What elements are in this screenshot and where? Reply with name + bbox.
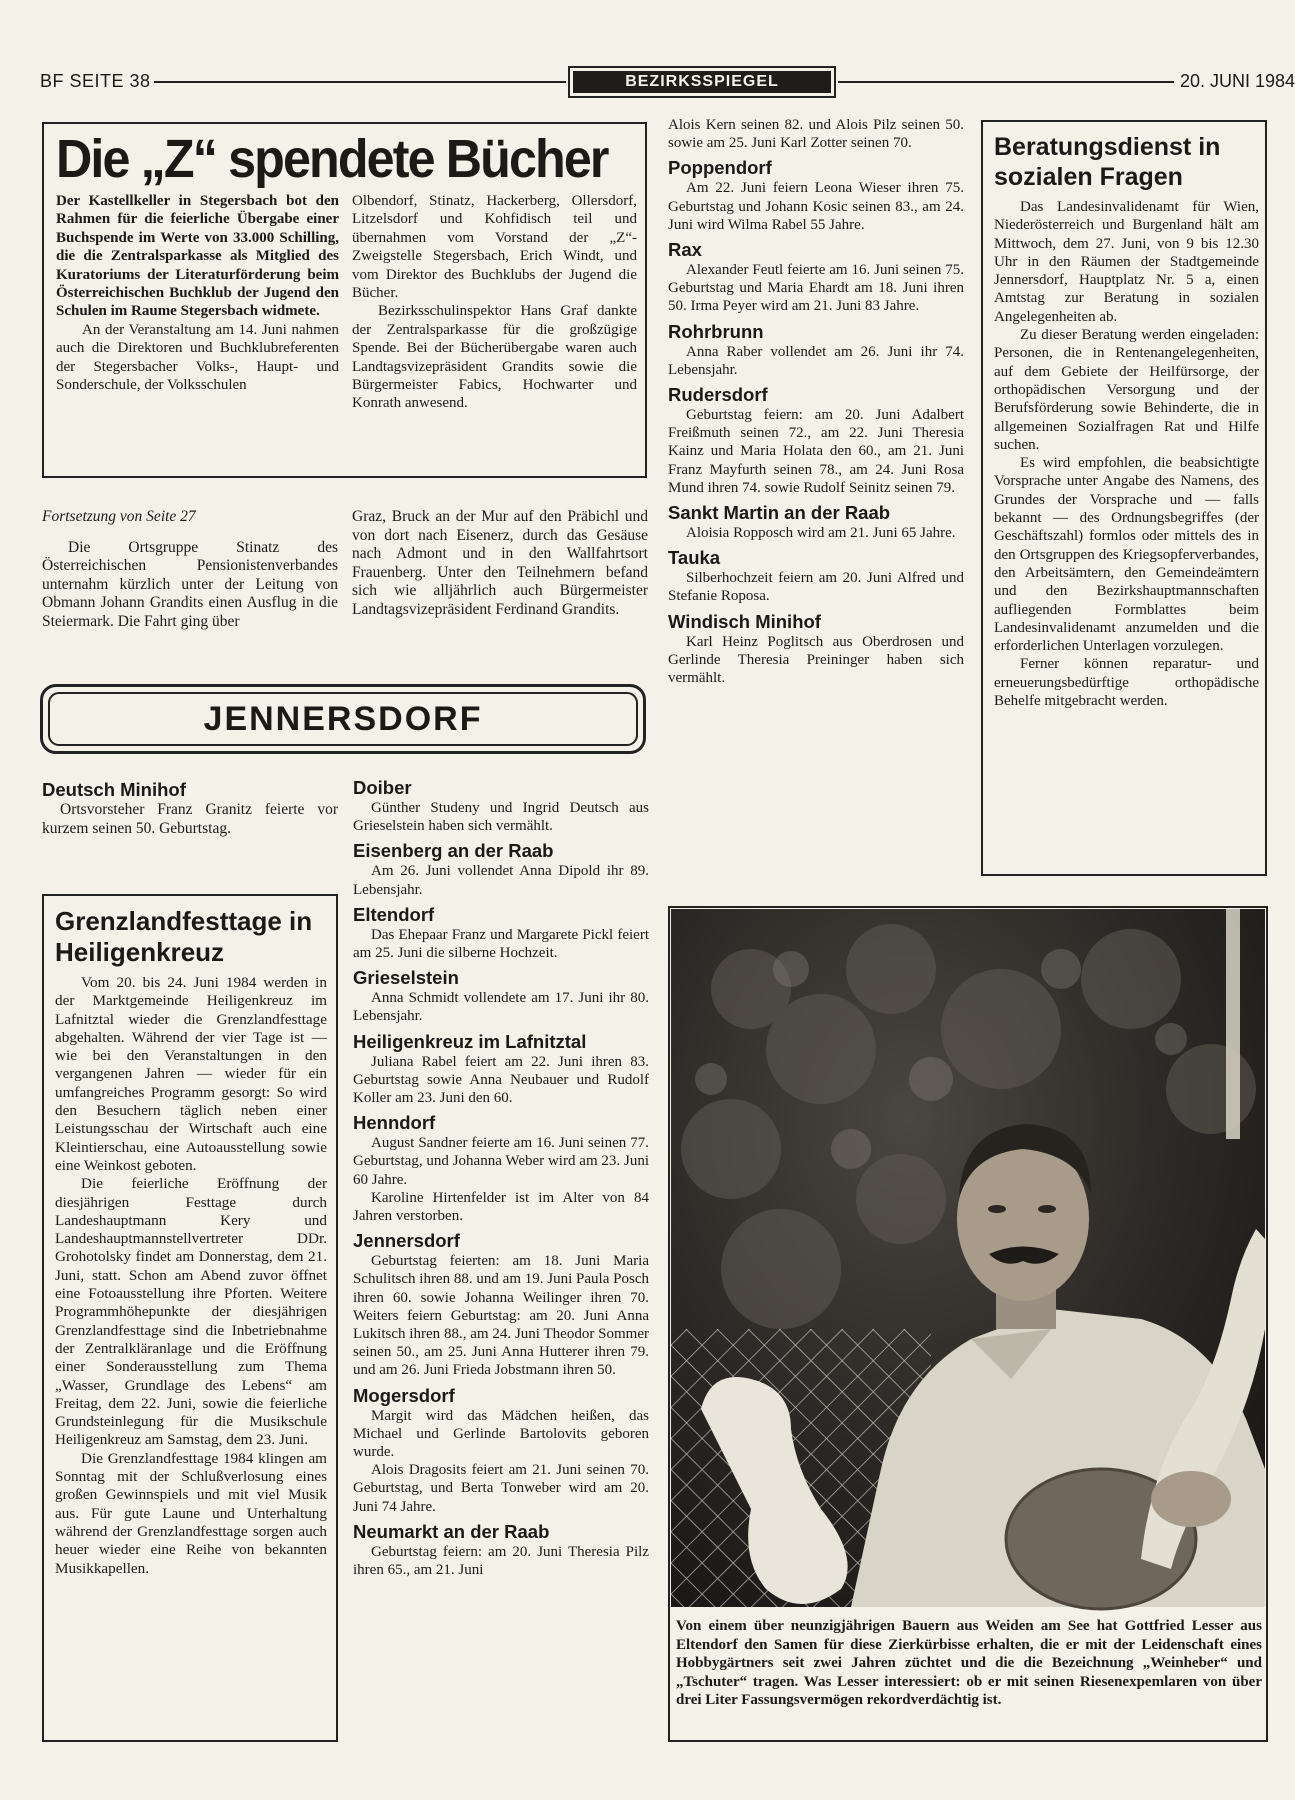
middle-entry-heading: Grieselstein [353,967,459,989]
right-entry-sankt-martin [668,501,964,542]
right-entry-heading: Tauka [668,547,721,569]
beratung-para3: Es wird empfohlen, die beabsichtigte Vorsprache unter Angabe des Namens, des Grundes der Vorsprache und — falls bekannt — des Ordnungsbegriffes (der Geschäftszahl) formlos oder mittels des in den Ortsgruppen des Kriegsopferverbandes, den Arbeitsämtern, den Gemeindeämtern und den Bezirkshauptmannschaften aufliegenden Formblattes beim Landesinvalidenamt anzumelden und die erforderlichen Unterlagen vorzulegen. [994,455,1259,655]
continuation-col1 [42,508,338,632]
continuation-text2: Graz, Bruck an der Mur auf den Präbichl und von dort nach Eisenerz, durch das Gesäuse nach Admont und in den Wallfahrtsort Frauenberg. Unter den Teilnehmern befand sich wie alljährlich auch Bürgermeister Landtagsvizepräsident Ferdinand Grandits. [352,508,648,618]
middle-entry-heading: Henndorf [353,1112,436,1134]
middle-entry-mogersdorf [353,1384,649,1516]
right-entry-poppendorf [668,156,964,234]
beratung-para1: Das Landesinvalidenamt für Wien, Niederösterreich und Burgenland hält am Mittwoch, dem 27. Juni, von 9 bis 12.30 Uhr in den Räumen der Stadtgemeinde Jennersdorf, Hauptplatz Nr. 5 a, einen Amtstag zur Beratung in sozialen Angelegenheiten ab. [994,199,1259,325]
right-entry-heading: Windisch Minihof [668,610,821,632]
continuation-label: Fortsetzung von Seite 27 [42,508,196,525]
article-z-title: Die „Z“ spendete Bücher [56,129,608,189]
page-header [40,68,1295,98]
right-entry-text: Anna Raber vollendet am 26. Juni ihr 74. Lebensjahr. [668,343,964,378]
middle-entry-doiber [353,776,649,835]
middle-entry-eisenberg [353,839,649,898]
grenzland-para2: Die feierliche Eröffnung der diesjährigen Festtage durch Landeshauptmann Kery und Landeshauptmannstellvertreter DDr. Grohotolsky findet am Donnerstag, dem 21. Juni, statt. Schon am Abend zuvor öffnet eine Fotoausstellung ihre Pforten. Weitere Programmhöhepunkte der diesjährigen Grenzlandfesttage sind die Inbetriebnahme der Zentralkläranlage und die Eröffnung einer Sonderausstellung zum Thema „Wasser, Grundlage des Lebens“ am Freitag, dem 22. Juni, sowie die feierliche Grundsteinlegung für die Musikschule Heiligenkreuz am Samstag, dem 23. Juni. [55,1175,327,1449]
middle-entry-heading: Neumarkt an der Raab [353,1520,550,1542]
middle-entry-text-2: Alois Dragosits feiert am 21. Juni seinen 70. Geburtstag, und Berta Tonweber wird am 20. Juni 74 Jahre. [353,1462,649,1515]
middle-entry-text: Günther Studeny und Ingrid Deutsch aus Grieselstein haben sich vermählt. [353,800,649,835]
right-entry-tauka [668,546,964,605]
middle-entry-eltendorf [353,903,649,962]
jennersdorf-banner [40,684,646,754]
middle-entry-henndorf [353,1111,649,1225]
middle-news-column [353,776,649,1579]
article-z-para1: An der Veranstaltung am 14. Juni nahmen auch die Direktoren und Buchklubreferenten der Stegersbacher Volks-, Haupt- und Sonderschule, der Volksschulen [56,321,339,394]
middle-entry-neumarkt [353,1520,649,1579]
beratung-para4: Ferner können reparatur- und erneuerungsbedürftige orthopädische Behelfe mitgebracht werden. [994,656,1259,710]
right-entry-text: Alexander Feutl feierte am 16. Juni seinen 75. Geburtstag und Maria Ehardt am 18. Juni ihren 50. Irma Peyer wird am 21. Juni 83 Jahre. [668,262,964,315]
page-date: 20. JUNI 1984 [1180,71,1295,91]
middle-entry-text: Geburtstag feiern: am 20. Juni Theresia Pilz ihren 65., am 21. Juni [353,1543,649,1579]
middle-entry-text: Am 26. Juni vollendet Anna Dipold ihr 89. Lebensjahr. [353,863,649,898]
right-entry-rax [668,238,964,316]
continuation-text1: Die Ortsgruppe Stinatz des Österreichischen Pensionistenverbandes unternahm kürzlich unter der Leitung von Obmann Johann Grandits einen Ausflug in die Steiermark. Die Fahrt ging über [42,538,338,630]
middle-entry-heading: Jennersdorf [353,1230,460,1252]
middle-entry-text: Geburtstag feierten: am 18. Juni Maria Schulitsch ihren 88. und am 19. Juni Paula Posch ihren 60. sowie Johanna Weilinger ihren 70. Weiters feiern Geburtstag: am 20. Juni Anna Lukitsch ihren 88., am 24. Juni Theodor Sommer seinen 50., am 25. Juni Anna Hutterer ihren 79. und am 26. Juni Frieda Jobstmann ihren 50. [353,1253,649,1379]
photo [671,909,1265,1607]
right-entry-text: Geburtstag feiern: am 20. Juni Adalbert Freißmuth seinen 72., am 22. Juni Theresia Kainz und Maria Holata den 60., am 21. Juni Franz Mayfurth seinen 78., am 24. Juni Rosa Mund ihren 74. sowie Rudolf Seinitz seinen 79. [668,407,964,496]
middle-entry-heading: Eisenberg an der Raab [353,840,554,862]
right-entry-heading: Poppendorf [668,157,772,179]
right-entry-heading: Rohrbrunn [668,320,764,342]
middle-entry-text: Margit wird das Mädchen heißen, das Michael und Gerlinde Bartolovits geboren wurde. [353,1407,649,1461]
right-entry-rohrbrunn [668,320,964,379]
deutsch-minihof-text: Ortsvorsteher Franz Granitz feierte vor kurzem seinen 50. Geburtstag. [42,801,338,837]
middle-entry-heiligenkreuz [353,1030,649,1108]
grenzland-para3: Die Grenzlandfesttage 1984 klingen am Sonntag mit der Schlußverlosung eines großen Gewinnspiels und mit viel Musik aus. Für gute Laune und Unterhaltung während der Grenzlandfesttage sorgen auch heuer wieder eine Reihe von bekannten Musikkapellen. [55,1449,327,1577]
photo-caption-box [676,1617,1262,1710]
photo-image [671,909,1265,1607]
section-label-box [568,66,836,98]
article-z-col1 [56,192,339,394]
page-label: BF SEITE 38 [40,71,151,91]
deutsch-minihof-heading: Deutsch Minihof [42,779,186,800]
middle-entry-text: Juliana Rabel feiert am 22. Juni ihren 83. Geburtstag sowie Anna Neubauer und Rudolf Koller am 23. Juni den 60. [353,1053,649,1107]
right-entry-heading: Rudersdorf [668,384,768,406]
section-label: BEZIRKSSPIEGEL [573,71,831,93]
right-entry-text: Karl Heinz Poglitsch aus Oberdrosen und Gerlinde Theresia Preininger haben sich vermählt. [668,633,964,687]
middle-entry-grieselstein [353,966,649,1025]
right-entry-text: Aloisia Ropposch wird am 21. Juni 65 Jahre. [686,525,956,542]
middle-entry-text: August Sandner feierte am 16. Juni seinen 77. Geburtstag, und Johanna Weber wird am 23. Juni 60 Jahre. [353,1135,649,1188]
grenzland-para1: Vom 20. bis 24. Juni 1984 werden in der Marktgemeinde Heiligenkreuz im Lafnitztal wieder die Grenzlandfesttage abgehalten. Während der vier Tage ist — wie bei den Veranstaltungen in den vergangenen Jahren — wieder für ein umfangreiches Programm gesorgt: So wird den Besuchern täglich neben einer Leistungsschau der Wirtschaft auch eine Kleintierschau, eine Autoausstellung sowie eine Weinkost geboten. [55,974,327,1174]
article-z [56,128,636,190]
right-intro: Alois Kern seinen 82. und Alois Pilz seinen 50. sowie am 25. Juni Karl Zotter seinen 70. [668,117,964,152]
deutsch-minihof [42,778,338,838]
middle-entry-heading: Eltendorf [353,903,435,925]
middle-entry-jennersdorf [353,1229,649,1379]
beratung-title: Beratungsdienst in sozialen Fragen [994,133,1221,191]
right-entry-heading: Sankt Martin an der Raab [668,502,891,524]
header-rule-left [154,81,566,83]
continuation-col2 [352,508,648,620]
middle-entry-heading: Doiber [353,777,412,798]
right-entry-text: Silberhochzeit feiern am 20. Juni Alfred und Stefanie Roposa. [668,570,964,605]
article-z-col2 [352,192,637,413]
right-entry-windisch-minihof [668,610,964,688]
article-z-para3: Bezirksschulinspektor Hans Graf dankte der Zentralsparkasse für die großzügige Spende. Bei der Bücherübergabe waren auch Landtagsvizepräsident Grandits sowie die Bürgermeister Fabics, Hochwarter und Konrath anwesend. [352,303,637,412]
right-entry-text: Am 22. Juni feiern Leona Wieser ihren 75. Geburtstag und Johann Kosic seinen 83., am 24. Juni wird Wilma Rabel 55 Jahre. [668,180,964,233]
middle-entry-heading: Heiligenkreuz im Lafnitztal [353,1030,587,1052]
middle-entry-text: Das Ehepaar Franz und Margarete Pickl feiert am 25. Juni die silberne Hochzeit. [353,926,649,962]
article-z-lead: Der Kastellkeller in Stegersbach bot den Rahmen für die feierliche Übergabe einer Buchspende im Werte von 33.000 Schilling, die die Zentralsparkasse als Mitglied des Kuratoriums der Literaturförderung beim Österreichischen Buchklub der Jugend den Schulen im Raume Stegersbach widmete. [56,193,339,320]
grenzland-title: Grenzlandfesttage in Heiligenkreuz [55,906,313,967]
right-entry-rudersdorf [668,383,964,497]
middle-entry-heading: Mogersdorf [353,1384,455,1406]
right-news-column [668,116,964,687]
right-entry-heading: Rax [668,239,702,261]
middle-entry-text-2: Karoline Hirtenfelder ist im Alter von 84 Jahren verstorben. [353,1189,649,1225]
beratung-para2: Zu dieser Beratung werden eingeladen: Personen, die in Rentenangelegenheiten, auf dem Gebiete der Heilfürsorge, der orthopädischen Versorgung und der Berufsförderung sowie Behinderte, die in allgemeinen Sozialfragen Rat und Hilfe suchen. [994,327,1259,453]
beratung-article [994,132,1259,710]
grenzland-article [55,906,327,1578]
header-rule-right [838,81,1174,83]
middle-entry-text: Anna Schmidt vollendete am 17. Juni ihr 80. Lebensjahr. [353,990,649,1025]
article-z-para2: Olbendorf, Stinatz, Hackerberg, Ollersdorf, Litzelsdorf und Kohfidisch teil und übernahmen vom Vorstand der „Z“-Zweigstelle Stegersbach, Erich Windt, und vom Direktor des Buchklubs der Jugend die Bücher. [352,193,637,302]
photo-caption: Von einem über neunzigjährigen Bauern aus Weiden am See hat Gottfried Lesser aus Eltendorf den Samen für diese Zierkürbisse erhalten, die er mit der Leidenschaft eines Hobbygärtners seit zwei Jahren züchtet und die die Bezeichnung „Weinheber“ und „Tschuter“ tragen. Was Lesser interessiert: ob er mit seinen Riesenexpemlaren von über drei Liter Fassungsvermögen rekordverdächtig ist. [676,1618,1262,1709]
jennersdorf-banner-title: JENNERSDORF [203,700,483,738]
